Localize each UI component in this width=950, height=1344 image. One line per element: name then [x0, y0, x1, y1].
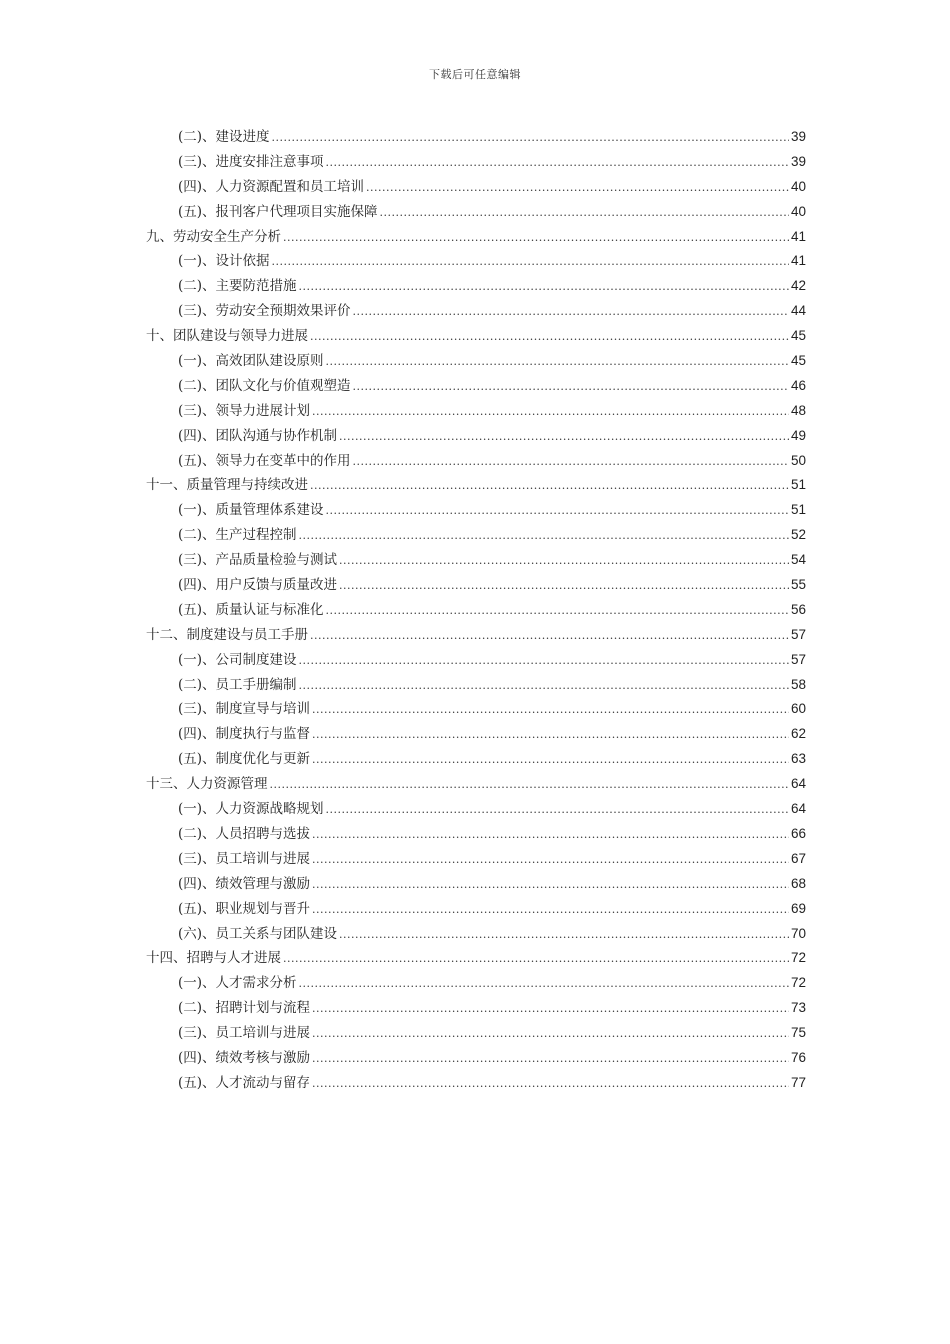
toc-section-entry[interactable] [146, 374, 806, 399]
toc-page-number: 52 [790, 527, 806, 543]
toc-entry-title: (三)、员工培训与进展 [178, 1025, 311, 1042]
toc-entry-title: (四)、制度执行与监督 [178, 726, 311, 743]
toc-dot-leader [353, 450, 789, 475]
toc-page-number: 41 [790, 253, 806, 269]
toc-page-number: 49 [790, 427, 806, 443]
toc-entry-title: (一)、公司制度建设 [178, 651, 297, 668]
toc-chapter-entry[interactable] [146, 324, 806, 349]
toc-section-entry[interactable] [146, 1046, 806, 1071]
toc-section-entry[interactable] [146, 648, 806, 673]
toc-page-number: 57 [790, 626, 806, 642]
toc-dot-leader [312, 873, 789, 898]
toc-page-number: 40 [790, 203, 806, 219]
toc-entry-title: (一)、质量管理体系建设 [178, 502, 324, 519]
toc-page-number: 72 [790, 975, 806, 991]
toc-page-number: 67 [790, 850, 806, 866]
toc-dot-leader [353, 300, 789, 325]
toc-entry-title: (五)、人才流动与留存 [178, 1074, 311, 1091]
toc-dot-leader [312, 848, 789, 873]
toc-page-number: 50 [790, 452, 806, 468]
toc-dot-leader [312, 723, 789, 748]
toc-dot-leader [283, 947, 789, 972]
toc-page-number: 68 [790, 875, 806, 891]
toc-page-number: 51 [790, 502, 806, 518]
toc-entry-title: (二)、招聘计划与流程 [178, 1000, 311, 1017]
toc-dot-leader [312, 1047, 789, 1072]
toc-page-number: 48 [790, 402, 806, 418]
toc-dot-leader [339, 425, 789, 450]
toc-page-number: 58 [790, 676, 806, 692]
toc-section-entry[interactable] [146, 1021, 806, 1046]
toc-dot-leader [312, 1022, 789, 1047]
toc-entry-title: (二)、主要防范措施 [178, 278, 297, 295]
toc-page-number: 39 [790, 153, 806, 169]
toc-entry-title: (四)、绩效管理与激励 [178, 875, 311, 892]
toc-entry-title: (二)、生产过程控制 [178, 527, 297, 544]
toc-entry-title: (五)、质量认证与标准化 [178, 601, 324, 618]
toc-section-entry[interactable] [146, 996, 806, 1021]
toc-page-number: 62 [790, 726, 806, 742]
toc-page-number: 70 [790, 925, 806, 941]
toc-dot-leader [339, 549, 789, 574]
toc-section-entry[interactable] [146, 349, 806, 374]
toc-page-number: 45 [790, 328, 806, 344]
toc-entry-title: (六)、员工关系与团队建设 [178, 925, 338, 942]
toc-dot-leader [283, 226, 789, 251]
toc-section-entry[interactable] [146, 424, 806, 449]
toc-dot-leader [339, 923, 789, 948]
toc-dot-leader [299, 524, 789, 549]
toc-entry-title: (三)、制度宣导与培训 [178, 701, 311, 718]
toc-dot-leader [299, 275, 789, 300]
toc-section-entry[interactable] [146, 747, 806, 772]
toc-section-entry[interactable] [146, 872, 806, 897]
toc-dot-leader [310, 624, 789, 649]
toc-dot-leader [326, 350, 789, 375]
toc-section-entry[interactable] [146, 722, 806, 747]
table-of-contents [146, 125, 806, 1096]
toc-chapter-entry[interactable] [146, 225, 806, 250]
toc-page-number: 60 [790, 701, 806, 717]
toc-dot-leader [312, 400, 789, 425]
toc-page-number: 69 [790, 900, 806, 916]
toc-section-entry[interactable] [146, 922, 806, 947]
toc-section-entry[interactable] [146, 299, 806, 324]
toc-page-number: 72 [790, 950, 806, 966]
toc-entry-title: (三)、进度安排注意事项 [178, 153, 324, 170]
toc-page-number: 64 [790, 776, 806, 792]
toc-entry-title: (四)、绩效考核与激励 [178, 1049, 311, 1066]
toc-page-number: 45 [790, 353, 806, 369]
toc-chapter-entry[interactable] [146, 623, 806, 648]
toc-section-entry[interactable] [146, 399, 806, 424]
toc-dot-leader [339, 574, 789, 599]
toc-entry-title: (二)、建设进度 [178, 129, 270, 145]
toc-entry-title: (三)、产品质量检验与测试 [178, 552, 338, 569]
toc-chapter-entry[interactable] [146, 473, 806, 498]
toc-page-number: 39 [790, 129, 806, 144]
toc-section-entry[interactable] [146, 523, 806, 548]
toc-section-entry[interactable] [146, 897, 806, 922]
toc-entry-title: (二)、人员招聘与选拔 [178, 825, 311, 842]
toc-section-entry[interactable] [146, 175, 806, 200]
toc-entry-title: (四)、用户反馈与质量改进 [178, 577, 338, 594]
toc-page-number: 73 [790, 1000, 806, 1016]
toc-entry-title: (五)、制度优化与更新 [178, 751, 311, 768]
toc-page-number: 46 [790, 377, 806, 393]
toc-dot-leader [326, 499, 789, 524]
toc-entry-title: 十四、招聘与人才进展 [146, 950, 281, 967]
toc-entry-title: (五)、职业规划与晋升 [178, 900, 311, 917]
toc-page-number: 41 [790, 228, 806, 244]
toc-page-number: 75 [790, 1025, 806, 1041]
toc-page-number: 64 [790, 801, 806, 817]
toc-section-entry[interactable] [146, 847, 806, 872]
toc-page-number: 56 [790, 601, 806, 617]
page-header: 下载后可任意编辑 [429, 68, 521, 81]
toc-entry-title: 十三、人力资源管理 [146, 776, 268, 793]
toc-page-number: 42 [790, 278, 806, 294]
toc-dot-leader [299, 649, 789, 674]
toc-entry-title: 十一、质量管理与持续改进 [146, 477, 308, 494]
toc-entry-title: (二)、员工手册编制 [178, 676, 297, 693]
toc-chapter-entry[interactable] [146, 772, 806, 797]
toc-section-entry[interactable] [146, 971, 806, 996]
toc-chapter-entry[interactable] [146, 946, 806, 971]
toc-dot-leader [312, 698, 789, 723]
toc-dot-leader [272, 126, 789, 151]
toc-entry-title: (三)、领导力进展计划 [178, 402, 311, 419]
toc-entry-title: (一)、人才需求分析 [178, 975, 297, 992]
toc-entry-title: (五)、报刊客户代理项目实施保障 [178, 203, 378, 220]
toc-entry-title: (三)、劳动安全预期效果评价 [178, 303, 351, 320]
toc-section-entry[interactable] [146, 125, 806, 150]
toc-page-number: 77 [790, 1074, 806, 1090]
toc-dot-leader [326, 599, 789, 624]
toc-section-entry[interactable] [146, 498, 806, 523]
toc-dot-leader [299, 972, 789, 997]
toc-entry-title: (四)、人力资源配置和员工培训 [178, 178, 365, 195]
toc-page-number: 44 [790, 303, 806, 319]
toc-section-entry[interactable] [146, 797, 806, 822]
toc-entry-title: (三)、员工培训与进展 [178, 850, 311, 867]
toc-page-number: 51 [790, 477, 806, 493]
toc-entry-title: 九、劳动安全生产分析 [146, 228, 281, 245]
toc-entry-title: (二)、团队文化与价值观塑造 [178, 377, 351, 394]
toc-section-entry[interactable] [146, 697, 806, 722]
toc-dot-leader [272, 250, 789, 275]
toc-dot-leader [353, 375, 789, 400]
toc-dot-leader [326, 798, 789, 823]
toc-dot-leader [326, 151, 789, 176]
toc-entry-title: 十、团队建设与领导力进展 [146, 328, 308, 345]
toc-section-entry[interactable] [146, 1071, 806, 1096]
toc-section-entry[interactable] [146, 822, 806, 847]
toc-section-entry[interactable] [146, 598, 806, 623]
toc-entry-title: (五)、领导力在变革中的作用 [178, 452, 351, 469]
toc-section-entry[interactable] [146, 200, 806, 225]
toc-dot-leader [366, 176, 789, 201]
toc-page-number: 40 [790, 178, 806, 194]
toc-entry-title: (一)、人力资源战略规划 [178, 801, 324, 818]
toc-dot-leader [312, 748, 789, 773]
toc-section-entry[interactable] [146, 249, 806, 274]
toc-dot-leader [312, 898, 789, 923]
toc-dot-leader [310, 474, 789, 499]
toc-entry-title: (四)、团队沟通与协作机制 [178, 427, 338, 444]
toc-dot-leader [270, 773, 789, 798]
toc-page-number: 54 [790, 552, 806, 568]
toc-section-entry[interactable] [146, 150, 806, 175]
toc-section-entry[interactable] [146, 548, 806, 573]
toc-page-number: 63 [790, 751, 806, 767]
toc-dot-leader [312, 1072, 789, 1097]
toc-entry-title: (一)、高效团队建设原则 [178, 353, 324, 370]
toc-entry-title: (一)、设计依据 [178, 253, 270, 270]
toc-dot-leader [310, 325, 789, 350]
toc-page-number: 57 [790, 651, 806, 667]
toc-page-number: 66 [790, 825, 806, 841]
toc-dot-leader [312, 997, 789, 1022]
toc-dot-leader [299, 674, 789, 699]
toc-dot-leader [312, 823, 789, 848]
toc-section-entry[interactable] [146, 274, 806, 299]
toc-page-number: 55 [790, 577, 806, 593]
toc-page-number: 76 [790, 1049, 806, 1065]
toc-entry-title: 十二、制度建设与员工手册 [146, 626, 308, 643]
toc-section-entry[interactable] [146, 449, 806, 474]
toc-dot-leader [380, 201, 789, 226]
toc-section-entry[interactable] [146, 573, 806, 598]
toc-section-entry[interactable] [146, 673, 806, 698]
